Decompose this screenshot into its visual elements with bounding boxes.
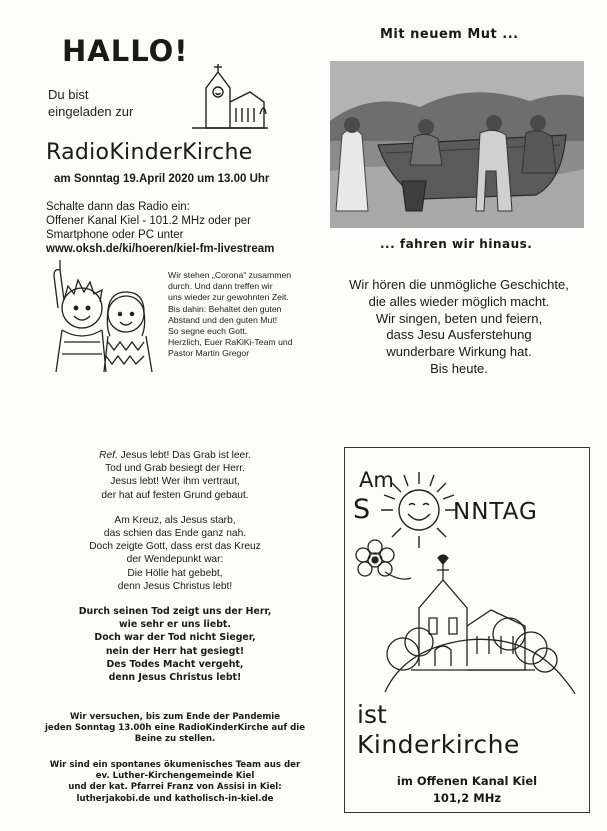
note-line: Beine zu stellen. [134,734,216,745]
lyric-line: nein der Herr hat gesiegt! [105,645,245,657]
stream-link[interactable]: www.oksh.de/ki/hoeren/kiel-fm-livestream [46,243,275,255]
refrain [40,449,310,502]
corona-message [168,270,328,360]
team-line: ev. Luther-Kirchengemeinde Kiel [95,771,255,782]
story-line: Bis heute. [430,360,488,376]
boat-scene-image [330,61,584,228]
kinderkirche-poster [344,447,590,813]
refrain-label: Ref. [99,450,118,461]
verse-two [40,605,310,684]
poster-kanal: im Offenen Kanal Kiel [396,774,538,788]
poster-am: Am [359,468,394,492]
poster-nntag: NNTAG [453,499,538,525]
poster-kinderkirche: Kinderkirche [357,730,520,759]
corona-line: Pastor Martin Gregor [168,348,250,359]
radio-line: Schalte dann das Radio ein: [46,201,190,213]
greeting-headline: HALLO! [62,34,189,68]
song-lyrics [40,449,310,696]
radio-instructions [46,200,316,256]
team-links[interactable]: lutherjakobi.de und katholisch-in-kiel.de [76,793,274,804]
invite-line: Du bist [48,87,89,102]
verse-one [40,514,310,593]
team-info [40,760,310,805]
note-line: Wir versuchen, bis zum Ende der Pandemie [69,712,281,722]
lyric-text: Jesus lebt! Das Grab ist leer. [120,450,251,461]
invite-line: eingeladen zur [48,104,134,119]
team-line: Wir sind ein spontanes ökumenisches Team aus der [49,760,301,770]
section-subtitle: ... fahren wir hinaus. [380,237,533,251]
poster-ist: ist [357,700,387,729]
note-line: jeden Sonntag 13.00h eine RadioKinderKirche auf die [44,723,306,734]
poster-s-letter: S [353,494,371,525]
poster-frequency: 101,2 MHz [432,791,502,805]
corona-line: durch. Und dann treffen wir [168,281,273,292]
event-date: am Sonntag 19.April 2020 um 13.00 Uhr [54,173,270,185]
lyric-line: denn Jesus Christus lebt! [108,672,242,684]
lyric-line: wie sehr er uns liebt. [119,619,231,631]
lyric-line: denn Jesus Christus lebt! [117,580,233,592]
lyric-line [40,449,310,462]
radio-line: Smartphone oder PC unter [46,229,184,241]
church-with-flower-icon [345,530,589,698]
lyric-line: Doch zeigte Gott, dass erst das Kreuz [89,541,261,553]
smiling-church-icon [192,62,268,132]
invitation-text [48,86,208,120]
story-line: Wir singen, beten und feiern, [375,310,543,326]
lyric-line: das schien das Ende ganz nah. [103,528,247,540]
corona-line: Bis dahin: Behaltet den guten [168,303,282,314]
children-illustration [46,256,164,374]
lyric-line: der hat auf festen Grund gebaut. [101,489,249,501]
story-line: die alles wieder möglich macht. [368,293,550,309]
corona-line: So segne euch Gott. [168,326,248,337]
lyric-line: Jesus lebt! Wer ihm vertraut, [110,476,240,488]
corona-line: Wir stehen „Corona“ zusammen [168,270,292,280]
lyric-line: der Wendepunkt war: [126,554,224,566]
lyric-line: Die Hölle hat gebebt, [127,567,223,579]
story-line: dass Jesu Ausferstehung [386,327,532,343]
story-text [328,277,590,378]
brand-name: RadioKinderKirche [46,140,253,165]
lyric-line: Am Kreuz, als Jesus starb, [114,514,236,526]
team-line: und der kat. Pfarrei Franz von Assisi in Kiel: [68,782,282,793]
story-line: Wir hören die unmögliche Geschichte, [349,277,569,292]
lyric-line: Doch war der Tod nicht Sieger, [94,632,256,644]
radio-line: Offener Kanal Kiel - 101.2 MHz oder per [46,215,251,227]
lyric-line: Durch seinen Tod zeigt uns der Herr, [78,606,272,618]
lyric-line: Des Todes Macht vergeht, [106,658,244,670]
pandemic-note [40,712,310,746]
corona-line: Abstand und den guten Mut! [168,314,278,325]
corona-line: uns wieder zur gewohnten Zeit. [168,292,289,303]
corona-line: Herzlich, Euer RaKiKi-Team und [168,337,293,348]
section-title: Mit neuem Mut ... [380,27,519,42]
story-line: wunderbare Wirkung hat. [386,344,532,360]
lyric-line: Tod und Grab besiegt der Herr. [105,463,245,475]
